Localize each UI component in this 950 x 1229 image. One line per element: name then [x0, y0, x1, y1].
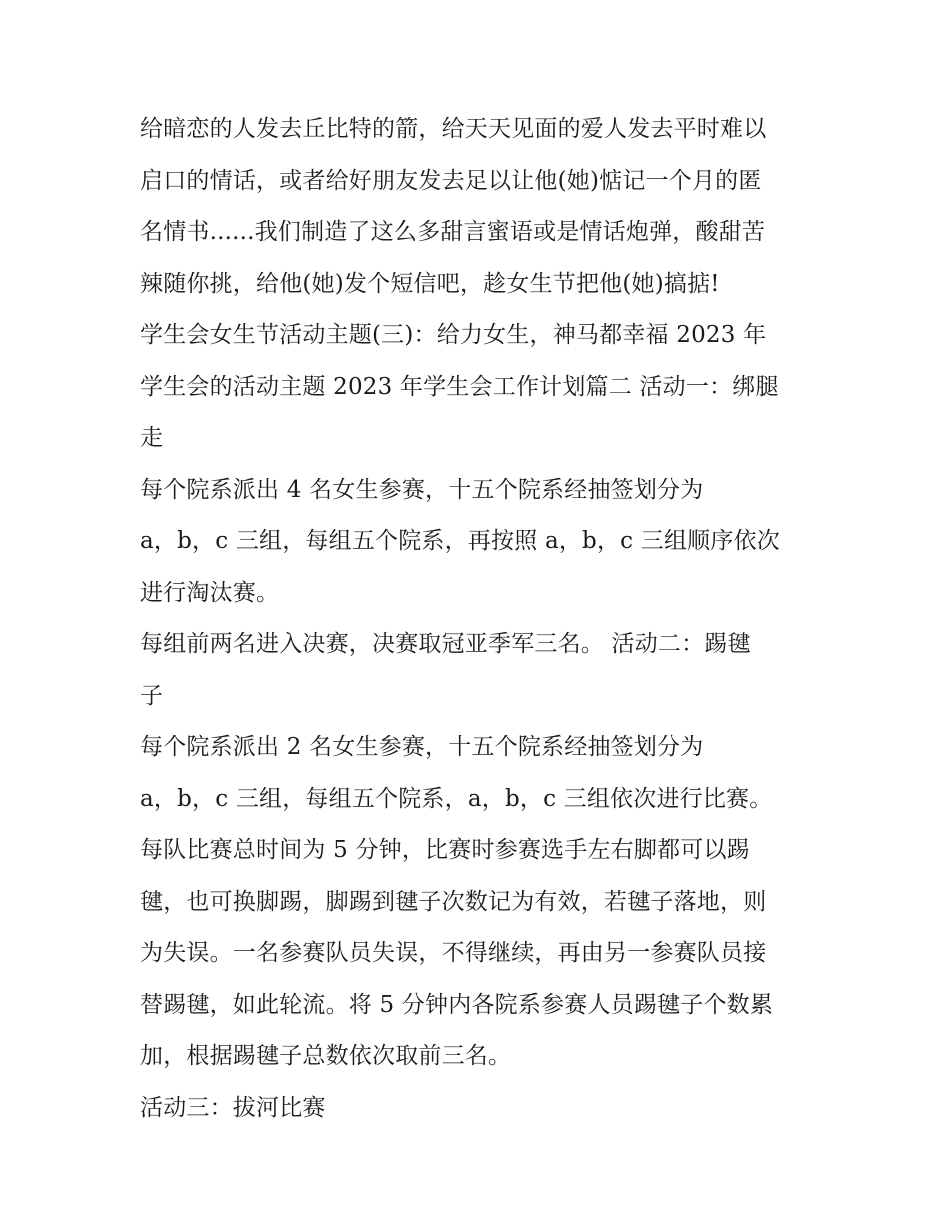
text-line: 毽，也可换脚踢，脚踢到毽子次数记为有效，若毽子落地，则: [140, 888, 767, 915]
text-line: 启口的情话，或者给好朋友发去足以让他(她)惦记一个月的匿: [140, 167, 762, 194]
text-line: 走: [140, 425, 164, 451]
text-line: 辣随你挑，给他(她)发个短信吧，趁女生节把他(她)搞掂!: [140, 270, 720, 297]
text-line: 子: [140, 682, 164, 709]
text-line: 每组前两名进入决赛，决赛取冠亚季军三名。 活动二：踢毽: [140, 631, 751, 657]
text-line: 给暗恋的人发去丘比特的箭，给天天见面的爱人发去平时难以: [140, 116, 767, 142]
text-line: a，b，c 三组，每组五个院系，再按照 a，b，c 三组顺序依次: [140, 528, 780, 554]
text-line: 加，根据踢毽子总数依次取前三名。: [140, 1043, 512, 1069]
text-line: 名情书......我们制造了这么多甜言蜜语或是情话炮弹，酸甜苦: [140, 219, 766, 245]
text-line: 为失误。一名参赛队员失误，不得继续，再由另一参赛队员接: [140, 940, 767, 966]
text-line: 活动三：拔河比赛: [140, 1094, 326, 1121]
text-line: 替踢毽，如此轮流。将 5 分钟内各院系参赛人员踢毽子个数累: [140, 991, 774, 1018]
text-line: 学生会的活动主题 2023 年学生会工作计划篇二 活动一：绑腿: [140, 373, 779, 400]
text-line: 学生会女生节活动主题(三)：给力女生，神马都幸福 2023 年: [140, 322, 767, 348]
text-line: 每个院系派出 2 名女生参赛，十五个院系经抽签划分为: [140, 734, 704, 760]
text-line: 进行淘汰赛。: [140, 579, 280, 606]
document-body: [140, 104, 830, 1134]
text-line: 每队比赛总时间为 5 分钟，比赛时参赛选手左右脚都可以踢: [140, 837, 750, 863]
text-line: a，b，c 三组，每组五个院系，a，b，c 三组依次进行比赛。: [140, 785, 773, 812]
text-line: 每个院系派出 4 名女生参赛，十五个院系经抽签划分为: [140, 476, 704, 503]
